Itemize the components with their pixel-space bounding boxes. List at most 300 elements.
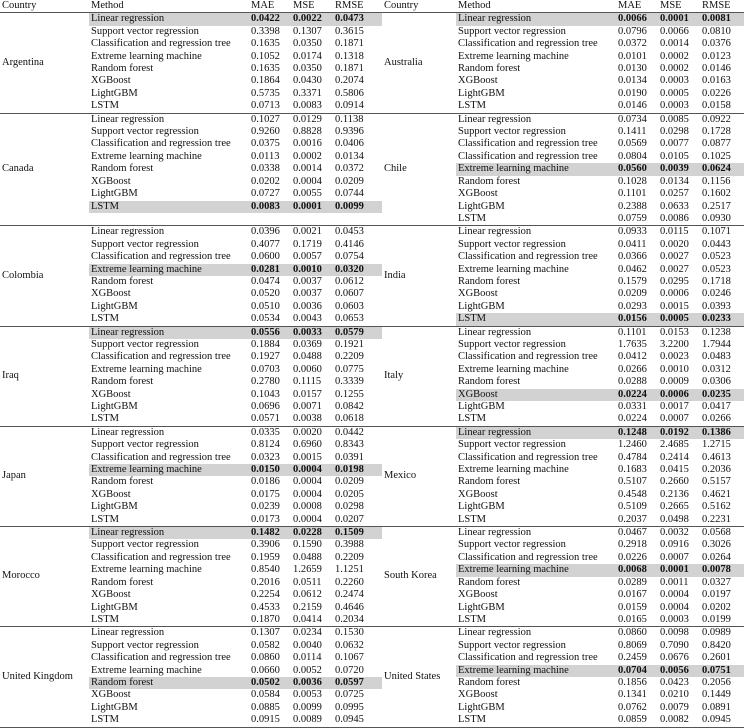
rmse-cell: 0.0568 [702, 527, 731, 539]
mse-cell: 0.1307 [293, 25, 322, 37]
rmse-cell: 0.2209 [335, 551, 364, 563]
rmse-cell: 0.0298 [335, 501, 364, 513]
mse-cell: 0.0676 [660, 652, 689, 664]
method-cell: Extreme learning machine [456, 665, 616, 677]
mae-cell: 0.0569 [618, 138, 647, 150]
mse-cell: 0.0020 [293, 426, 322, 438]
mse-cell: 0.0008 [293, 501, 322, 513]
method-cell: XGBoost [458, 589, 498, 601]
mse-cell: 0.0033 [291, 326, 333, 339]
mse-cell: 0.0021 [293, 226, 322, 238]
rmse-cell: 0.1530 [335, 627, 364, 639]
mae-cell: 0.0859 [616, 714, 658, 727]
country-cell-india: India [382, 226, 456, 326]
rmse-cell: 0.0393 [702, 300, 731, 312]
table-row [0, 75, 744, 87]
mae-cell: 0.1884 [251, 338, 280, 350]
rmse-cell: 0.8420 [702, 639, 731, 651]
table-row [0, 264, 744, 276]
mae-cell: 1.2460 [618, 439, 647, 451]
mae-cell: 0.0175 [251, 488, 280, 500]
mae-cell: 0.0266 [618, 363, 647, 375]
mse-cell: 3.2200 [660, 338, 689, 350]
method-cell: LSTM [89, 100, 249, 113]
method-cell: Random forest [458, 676, 521, 688]
rmse-cell: 0.0523 [702, 251, 731, 263]
mse-cell: 0.0157 [293, 388, 322, 400]
mae-cell: 0.0703 [251, 363, 280, 375]
mae-cell: 0.1341 [618, 689, 647, 701]
rmse-cell: 0.0995 [335, 701, 364, 713]
rmse-cell: 0.0198 [333, 464, 382, 476]
rmse-cell: 0.2517 [702, 200, 731, 212]
method-cell: XGBoost [91, 288, 131, 300]
mae-cell: 0.1864 [251, 75, 280, 87]
rmse-cell: 0.2209 [335, 351, 364, 363]
rmse-cell: 0.9396 [335, 126, 364, 138]
mse-cell: 0.0114 [293, 652, 322, 664]
mse-cell: 0.0001 [658, 13, 700, 26]
rmse-cell: 0.0233 [700, 313, 744, 326]
mae-cell: 0.0130 [618, 63, 647, 75]
mae-cell: 0.0146 [616, 100, 658, 113]
mse-cell: 0.0089 [291, 714, 333, 727]
table-row [0, 452, 744, 464]
table-row [0, 339, 744, 351]
mse-cell: 0.0086 [658, 213, 700, 226]
rmse-cell: 0.0607 [335, 288, 364, 300]
mae-cell: 0.0759 [616, 213, 658, 226]
mae-cell: 0.1683 [618, 464, 647, 476]
table-row [0, 38, 744, 50]
mae-cell: 0.1856 [618, 676, 647, 688]
mse-cell: 0.0014 [293, 163, 322, 175]
rmse-cell: 0.0579 [333, 326, 382, 339]
mae-cell: 0.0396 [251, 226, 280, 238]
table-row [0, 276, 744, 288]
rmse-cell: 0.0327 [702, 576, 731, 588]
rmse-cell: 0.0945 [333, 714, 382, 727]
rmse-cell: 0.0197 [702, 589, 731, 601]
method-cell: Random forest [458, 376, 521, 388]
rmse-cell: 0.0914 [333, 100, 382, 113]
method-cell: XGBoost [458, 188, 498, 200]
mse-cell: 0.0036 [293, 300, 322, 312]
table-row [0, 26, 744, 38]
mae-cell: 0.1411 [618, 126, 647, 138]
header-country: Country [382, 0, 456, 13]
mse-cell: 0.0055 [293, 188, 322, 200]
country-cell-mexico: Mexico [382, 426, 456, 526]
mae-cell: 0.8124 [251, 439, 280, 451]
mse-cell: 0.0003 [660, 75, 689, 87]
method-cell: Random forest [89, 677, 249, 689]
mae-cell: 0.0510 [251, 300, 280, 312]
rmse-cell: 0.4613 [702, 451, 731, 463]
mae-cell: 0.0584 [251, 689, 280, 701]
method-cell: LightGBM [458, 300, 505, 312]
mse-cell: 0.0043 [291, 313, 333, 326]
mse-cell: 0.0020 [660, 238, 689, 250]
method-cell: Support vector regression [91, 25, 199, 37]
table-row [0, 539, 744, 551]
mae-cell: 0.0331 [618, 401, 647, 412]
mae-cell: 0.0186 [251, 476, 280, 488]
mae-cell: 0.2037 [616, 514, 658, 527]
method-cell: Classification and regression tree [91, 551, 231, 563]
method-cell: Random forest [91, 275, 154, 287]
method-cell: Linear regression [89, 13, 249, 26]
country-cell-colombia: Colombia [0, 226, 89, 326]
rmse-cell: 0.0442 [335, 426, 364, 438]
rmse-cell: 0.3026 [702, 539, 731, 551]
mse-cell: 0.0153 [660, 326, 689, 338]
mse-cell: 0.0002 [293, 150, 322, 162]
mse-cell: 0.0511 [293, 576, 322, 588]
mse-cell: 0.0415 [660, 464, 689, 476]
mae-cell: 0.0288 [618, 376, 647, 388]
mae-cell: 0.1959 [251, 551, 280, 563]
rmse-cell: 0.5162 [702, 501, 731, 513]
empty-cell [333, 213, 382, 226]
rmse-cell: 0.0266 [700, 413, 744, 426]
mae-cell: 0.0885 [251, 701, 280, 713]
method-cell: Support vector regression [458, 539, 566, 551]
table-row [0, 176, 744, 188]
method-cell: Linear regression [89, 326, 249, 339]
table-row [0, 326, 744, 339]
mae-cell: 0.1027 [251, 113, 280, 125]
method-cell: Linear regression [458, 527, 532, 539]
mae-cell: 0.1043 [251, 388, 280, 400]
rmse-cell: 0.2034 [333, 614, 382, 627]
mae-cell: 0.8540 [251, 564, 280, 576]
mae-cell: 0.0571 [249, 413, 291, 426]
rmse-cell: 0.2601 [702, 652, 731, 664]
mae-cell: 0.2459 [618, 652, 647, 664]
mae-cell: 0.0582 [251, 639, 280, 651]
method-cell: LightGBM [91, 87, 138, 99]
rmse-cell: 0.0391 [335, 451, 364, 463]
rmse-cell: 0.0483 [702, 351, 731, 363]
country-cell-australia: Australia [382, 13, 456, 113]
mse-cell: 0.0002 [660, 63, 689, 75]
method-cell: LightGBM [91, 300, 138, 312]
rmse-cell: 0.1255 [335, 388, 364, 400]
table-row [0, 665, 744, 677]
rmse-cell: 0.1071 [702, 226, 731, 238]
country-cell-canada: Canada [0, 113, 89, 226]
method-cell: Support vector regression [458, 25, 566, 37]
mae-cell: 0.0150 [249, 464, 291, 476]
mae-cell: 0.0412 [618, 351, 647, 363]
method-cell: Linear regression [456, 13, 616, 26]
table-row [0, 126, 744, 138]
table-row [0, 88, 744, 100]
method-cell: LightGBM [458, 401, 505, 412]
mse-cell: 0.1590 [293, 539, 322, 551]
mse-cell: 0.0001 [658, 564, 700, 576]
mae-cell: 0.0762 [618, 701, 647, 713]
method-cell: Support vector regression [458, 126, 566, 138]
table-row [0, 389, 744, 401]
mse-cell: 0.0004 [291, 514, 333, 527]
mae-cell: 0.4548 [618, 488, 647, 500]
method-cell: Classification and regression tree [458, 150, 598, 162]
mse-cell: 0.0414 [291, 614, 333, 627]
rmse-cell: 0.0632 [335, 639, 364, 651]
method-cell: LSTM [456, 614, 616, 627]
mse-cell: 0.0004 [293, 488, 322, 500]
rmse-cell: 0.3615 [335, 25, 364, 37]
mae-cell: 0.0804 [618, 150, 647, 162]
mse-cell: 0.0077 [660, 138, 689, 150]
method-cell: Extreme learning machine [91, 564, 202, 576]
method-cell: Classification and regression tree [458, 451, 598, 463]
rmse-cell: 1.7944 [702, 338, 731, 350]
mse-cell: 0.0036 [291, 677, 333, 689]
country-cell-united-kingdom: United Kingdom [0, 627, 89, 727]
mae-cell: 0.4533 [251, 601, 280, 613]
rmse-cell: 0.2231 [700, 514, 744, 527]
mae-cell: 0.2254 [251, 589, 280, 601]
country-cell-italy: Italy [382, 326, 456, 426]
mae-cell: 0.1101 [618, 188, 647, 200]
mse-cell: 0.0027 [660, 263, 689, 275]
mse-cell: 0.1115 [293, 376, 322, 388]
table-row [0, 13, 744, 26]
mse-cell: 0.0633 [660, 200, 689, 212]
mse-cell: 0.0032 [660, 527, 689, 539]
method-cell: LSTM [89, 201, 249, 213]
mae-cell: 0.0915 [249, 714, 291, 727]
mse-cell: 0.0369 [293, 338, 322, 350]
method-cell: LSTM [89, 413, 249, 426]
method-cell: LightGBM [458, 601, 505, 613]
mse-cell: 0.0040 [293, 639, 322, 651]
method-cell: Extreme learning machine [91, 150, 202, 162]
rmse-cell: 0.0207 [333, 514, 382, 527]
mae-cell: 1.7635 [618, 338, 647, 350]
header-mse: MSE [658, 0, 700, 13]
rmse-cell: 0.0523 [702, 263, 731, 275]
mae-cell: 0.0209 [618, 288, 647, 300]
table-row [0, 589, 744, 601]
mse-cell: 0.0083 [291, 100, 333, 113]
table-row [0, 677, 744, 689]
method-cell: Random forest [91, 163, 154, 175]
mse-cell: 0.0022 [291, 13, 333, 26]
mse-cell: 0.0037 [293, 275, 322, 287]
mae-cell: 0.0502 [249, 677, 291, 689]
mse-cell: 0.0052 [293, 664, 322, 676]
rmse-cell: 0.0146 [702, 63, 731, 75]
country-cell-japan: Japan [0, 426, 89, 526]
mse-cell: 0.0004 [293, 175, 322, 187]
rmse-cell: 0.1728 [702, 126, 731, 138]
method-cell: Extreme learning machine [456, 163, 616, 175]
rmse-cell: 0.4621 [702, 488, 731, 500]
rmse-cell: 0.4146 [335, 238, 364, 250]
rmse-cell: 0.0989 [702, 627, 731, 639]
method-cell: Classification and regression tree [91, 652, 231, 664]
mse-cell: 0.0005 [658, 313, 700, 326]
mse-cell: 0.0014 [660, 38, 689, 50]
mse-cell: 0.0004 [660, 601, 689, 613]
table-row [0, 640, 744, 652]
mse-cell: 0.0002 [660, 50, 689, 62]
method-cell: Random forest [91, 63, 154, 75]
method-cell: Support vector regression [91, 639, 199, 651]
mae-cell: 0.0704 [616, 665, 658, 677]
empty-cell [89, 213, 249, 226]
rmse-cell: 0.0078 [700, 564, 744, 576]
rmse-cell: 0.0306 [702, 376, 731, 388]
method-cell: Linear regression [458, 627, 532, 639]
mae-cell: 0.0520 [251, 288, 280, 300]
method-cell: LightGBM [458, 200, 505, 212]
rmse-cell: 0.0443 [702, 238, 731, 250]
mae-cell: 0.0083 [249, 201, 291, 213]
mae-cell: 0.2918 [618, 539, 647, 551]
rmse-cell: 0.3988 [335, 539, 364, 551]
method-cell: Random forest [91, 476, 154, 488]
rmse-cell: 0.0744 [335, 188, 364, 200]
rmse-cell: 0.0209 [335, 175, 364, 187]
rmse-cell: 0.2074 [335, 75, 364, 87]
mae-cell: 0.0113 [251, 150, 280, 162]
method-cell: Classification and regression tree [91, 451, 231, 463]
method-cell: Support vector regression [91, 238, 199, 250]
country-cell-argentina: Argentina [0, 13, 89, 113]
rmse-cell: 0.0618 [333, 413, 382, 426]
mae-cell: 0.1635 [251, 38, 280, 50]
mse-cell: 0.2414 [660, 451, 689, 463]
rmse-cell: 0.0922 [702, 113, 731, 125]
method-cell: Classification and regression tree [458, 652, 598, 664]
mae-cell: 0.0860 [251, 652, 280, 664]
rmse-cell: 0.0163 [702, 75, 731, 87]
mae-cell: 0.0474 [251, 275, 280, 287]
method-cell: Classification and regression tree [458, 551, 598, 563]
mse-cell: 0.0079 [660, 701, 689, 713]
rmse-cell: 0.1449 [702, 689, 731, 701]
mae-cell: 0.1307 [251, 627, 280, 639]
table-row [0, 489, 744, 501]
method-cell: Support vector regression [458, 238, 566, 250]
mae-cell: 0.3398 [251, 25, 280, 37]
mse-cell: 0.2660 [660, 476, 689, 488]
rmse-cell: 0.0199 [700, 614, 744, 627]
header-mae: MAE [616, 0, 658, 13]
method-cell: Extreme learning machine [458, 263, 569, 275]
mae-cell: 0.0366 [618, 251, 647, 263]
method-cell: LSTM [89, 714, 249, 727]
method-cell: LightGBM [91, 401, 138, 412]
table-row [0, 602, 744, 614]
table-row [0, 464, 744, 476]
table-row [0, 163, 744, 175]
mae-cell: 0.0933 [618, 226, 647, 238]
rmse-cell: 0.0624 [700, 163, 744, 175]
method-cell: Classification and regression tree [458, 251, 598, 263]
rmse-cell: 0.1386 [700, 426, 744, 439]
mse-cell: 0.0038 [291, 413, 333, 426]
method-cell: LSTM [89, 614, 249, 627]
mae-cell: 0.0860 [618, 627, 647, 639]
table-row [0, 527, 744, 540]
rmse-cell: 0.0320 [333, 264, 382, 276]
mae-cell: 0.0556 [249, 326, 291, 339]
mae-cell: 0.0289 [618, 576, 647, 588]
method-cell: XGBoost [91, 75, 131, 87]
rmse-cell: 0.1871 [335, 38, 364, 50]
rmse-cell: 0.1871 [335, 63, 364, 75]
rmse-cell: 0.0612 [335, 275, 364, 287]
method-cell: Classification and regression tree [458, 38, 598, 50]
mae-cell: 0.0422 [249, 13, 291, 26]
rmse-cell: 0.0246 [702, 288, 731, 300]
country-cell-south-korea: South Korea [382, 527, 456, 627]
method-cell: Support vector regression [91, 439, 199, 451]
method-cell: Extreme learning machine [91, 363, 202, 375]
mse-cell: 0.0228 [291, 527, 333, 540]
rmse-cell: 0.1067 [335, 652, 364, 664]
table-row [0, 351, 744, 363]
mae-cell: 0.1052 [251, 50, 280, 62]
mse-cell: 0.0006 [660, 288, 689, 300]
method-cell: Support vector regression [91, 126, 199, 138]
mae-cell: 0.0226 [618, 551, 647, 563]
table-row [0, 577, 744, 589]
method-cell: LSTM [89, 514, 249, 527]
method-cell: Classification and regression tree [91, 138, 231, 150]
country-cell-chile: Chile [382, 113, 456, 226]
mae-cell: 0.5107 [618, 476, 647, 488]
mse-cell: 0.0056 [658, 665, 700, 677]
mse-cell: 0.0027 [660, 251, 689, 263]
mse-cell: 0.0098 [660, 627, 689, 639]
header-rmse: RMSE [700, 0, 744, 13]
rmse-cell: 0.1509 [333, 527, 382, 540]
mae-cell: 0.0156 [616, 313, 658, 326]
mse-cell: 0.0350 [293, 63, 322, 75]
mae-cell: 0.0068 [616, 564, 658, 576]
mse-cell: 0.0060 [293, 363, 322, 375]
rmse-cell: 0.0653 [333, 313, 382, 326]
method-cell: Classification and regression tree [91, 351, 231, 363]
table-row [0, 151, 744, 163]
method-cell: Linear regression [456, 426, 616, 439]
table-row [0, 313, 744, 326]
mae-cell: 0.5735 [251, 87, 280, 99]
rmse-cell: 0.0235 [700, 389, 744, 401]
rmse-cell: 0.0453 [335, 226, 364, 238]
mse-cell: 0.0053 [293, 689, 322, 701]
mse-cell: 0.0082 [658, 714, 700, 727]
mae-cell: 0.0159 [618, 601, 647, 613]
mse-cell: 0.0004 [291, 464, 333, 476]
table-row [0, 100, 744, 113]
method-cell: Random forest [91, 376, 154, 388]
mae-cell: 0.0190 [618, 87, 647, 99]
mse-cell: 0.0015 [660, 300, 689, 312]
mae-cell: 0.3906 [251, 539, 280, 551]
method-cell: Extreme learning machine [456, 564, 616, 576]
table-row [0, 239, 744, 251]
mae-cell: 0.0713 [249, 100, 291, 113]
rmse-cell: 0.0264 [702, 551, 731, 563]
